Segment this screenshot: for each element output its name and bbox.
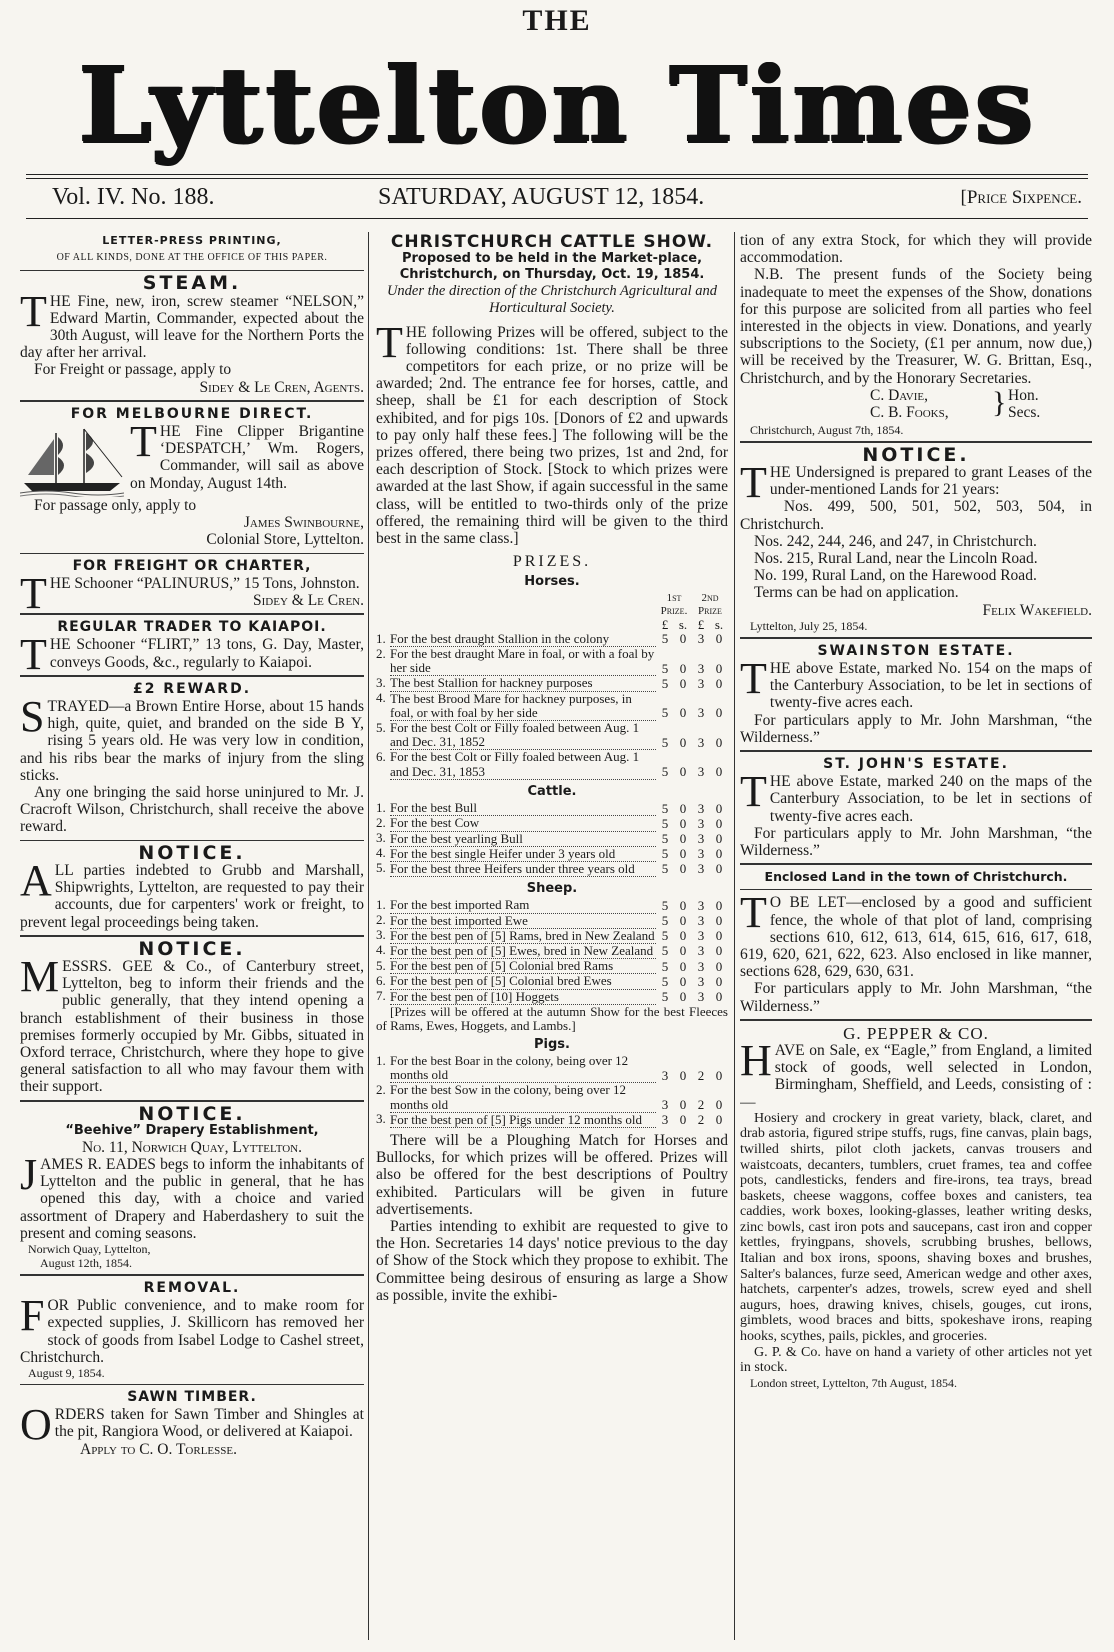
- prize-row: [376, 676, 728, 691]
- steam-heading: STEAM.: [142, 272, 242, 295]
- first-prize-pounds: 5: [661, 973, 669, 989]
- first-prize-pounds: 5: [661, 958, 669, 974]
- prize-number: 3.: [376, 927, 386, 943]
- prize-table-sheep: [376, 898, 728, 1004]
- prize-number: 6.: [376, 748, 386, 764]
- prize-row: [376, 989, 728, 1004]
- prize-number: 5.: [376, 957, 386, 973]
- melbourne-ad: [20, 417, 364, 497]
- prize-description: For the best Cow: [390, 816, 656, 831]
- prize-row: [376, 1112, 728, 1127]
- prize-description: For the best pen of [5] Colonial bred Ewes: [390, 974, 656, 989]
- masthead-the: THE: [522, 4, 592, 37]
- enclosed-body: TO BE LET—enclosed by a good and sufficient fence, the whole of that plot of land, comprising sections 610, 612, 613, 614, 615, 616, 617, 618, 619, 620, 621, 622, 623. Also enclosed in like manner, sections 628, 629, 630, 631.: [740, 888, 1092, 981]
- prize-table-header: [376, 592, 728, 618]
- masthead-rule-top2: [26, 178, 1088, 179]
- first-prize-shillings: 0: [679, 705, 687, 721]
- land-3: Nos. 215, Rural Land, near the Lincoln Road.: [754, 550, 1038, 568]
- sheep-note: [Prizes will be offered at the autumn Show for the best Fleeces of Rams, Ewes, Hoggets, and Lambs.]: [376, 1003, 728, 1033]
- currency-shilling: s.: [678, 616, 688, 632]
- second-prize-pounds: 3: [697, 764, 705, 780]
- prize-description: For the best imported Ram: [390, 898, 656, 913]
- notice-2-body: MESSRS. GEE & Co., of Canterbury street, Lyttelton, beg to inform their friends and the public generally, that they intend opening a branch establishment of their business in those premises formerly occupied by Mr. Gibbs, situated in Oxford terrace, Christchurch, where they hope to give general satisfaction to all who may favour them with their support.: [20, 951, 364, 1096]
- notice-3-foot-1: Norwich Quay, Lyttelton,: [28, 1241, 151, 1256]
- cattle-show-continued: tion of any extra Stock, for which they will provide accommodation.: [740, 232, 1092, 267]
- first-prize-pounds: 5: [661, 734, 669, 750]
- melbourne-apply: For passage only, apply to: [34, 497, 197, 515]
- notice-1-body: ALL parties indebted to Grubb and Marshall, Shipwrights, Lyttelton, are requested to pay their accounts, due for carpenters' work or freight, to prevent legal proceedings being taken.: [20, 855, 364, 931]
- first-prize-pounds: 5: [661, 861, 669, 877]
- cattle-show-direction: Under the direction of the Christchurch Agricultural and Horticultural Society.: [386, 283, 718, 317]
- second-prize-shillings: 0: [715, 989, 723, 1005]
- currency-header: [376, 618, 728, 632]
- first-prize-pounds: 5: [661, 660, 669, 676]
- first-prize-shillings: 0: [679, 958, 687, 974]
- divider: [20, 400, 364, 402]
- first-prize-pounds: 5: [661, 631, 669, 647]
- first-prize-shillings: 0: [679, 764, 687, 780]
- kaiapoi-heading: REGULAR TRADER TO KAIAPOI.: [57, 619, 327, 636]
- divider: [20, 1274, 364, 1276]
- notice-2-heading: NOTICE.: [138, 937, 246, 960]
- first-prize-shillings: 0: [679, 1112, 687, 1128]
- second-prize-shillings: 0: [715, 943, 723, 959]
- second-prize-shillings: 0: [715, 1097, 723, 1113]
- first-prize-pounds: 3: [661, 1097, 669, 1113]
- timber-heading: SAWN TIMBER.: [127, 1388, 257, 1405]
- second-prize-pounds: 3: [697, 734, 705, 750]
- first-prize-shillings: 0: [679, 943, 687, 959]
- lands-terms: Terms can be had on application.: [754, 584, 959, 602]
- divider: [20, 935, 364, 937]
- horses-label: Horses.: [524, 574, 580, 590]
- first-prize-shillings: 0: [679, 831, 687, 846]
- prize-number: 2.: [376, 814, 386, 830]
- prize-description: For the best draught Stallion in the colony: [390, 632, 656, 647]
- steam-signature: Sidey & Le Cren, Agents.: [199, 378, 364, 396]
- first-prize-pounds: 5: [661, 675, 669, 691]
- first-prize-shillings: 0: [679, 1097, 687, 1113]
- second-prize-shillings: 0: [715, 913, 723, 929]
- first-prize-shillings: 0: [679, 660, 687, 676]
- second-prize-pounds: 3: [697, 973, 705, 989]
- first-prize-shillings: 0: [679, 861, 687, 877]
- second-prize-shillings: 0: [715, 734, 723, 750]
- column-divider-2: [734, 232, 735, 1640]
- prizes-heading: PRIZES.: [512, 553, 592, 571]
- stjohn-heading: ST. JOHN'S ESTATE.: [823, 756, 1009, 773]
- prize-number: 1.: [376, 897, 386, 913]
- first-prize-pounds: 5: [661, 815, 669, 831]
- notice-1-heading: NOTICE.: [138, 841, 246, 864]
- prize-row: [376, 1083, 728, 1112]
- nb-paragraph: N.B. The present funds of the Society being inadequate to meet the expenses of the Show, donations for this purpose are solicited from all parties who feel interested in the objects in view. Donations, and yearly subscriptions to the Society, (£1 per annum, now due,) will be received by the Treasurer, W. G. Brittan, Esq., Christchurch, and by the Honorary Secretaries.: [740, 266, 1092, 387]
- melbourne-sign-2: Colonial Store, Lyttelton.: [206, 531, 364, 549]
- prize-description: For the best pen of [5] Rams, bred in New Zealand: [390, 927, 655, 943]
- enclosed-apply: For particulars apply to Mr. John Marshman, “the Wilderness.”: [740, 980, 1092, 1015]
- prize-number: 3.: [376, 830, 386, 845]
- first-prize-header: 1st Prize.: [660, 591, 688, 617]
- second-prize-shillings: 0: [715, 846, 723, 862]
- prize-table-pigs: [376, 1054, 728, 1128]
- ship-icon: [20, 425, 124, 497]
- prize-row: [376, 721, 728, 750]
- cattle-show-intro: THE following Prizes will be offered, subject to the following conditions: 1st. There shall be three competitors for each prize, or no prize will be awarded; 2nd. The entrance fee for horses, cattle, and sheep, shall be £1 for each description of Stock exhibited, and for pigs 10s. [Donors of £2 and upwards to pay only half these fees.] The following will be the prizes offered, there being two prizes, 1st and 2nd, for each description of Stock. [Stock to which prizes were awarded at the last Show, if again successful in the same class, will be entitled to two-thirds only of the prize offered, the remaining third will be given to the third best in the same class.]: [376, 317, 728, 548]
- divider: [740, 889, 1092, 890]
- freight-body: THE Schooner “PALINURUS,” 15 Tons, Johnston.: [20, 568, 360, 618]
- column-divider-1: [368, 232, 369, 1640]
- prize-number: 5.: [376, 719, 386, 735]
- divider: [740, 441, 1092, 443]
- masthead-rule-top: [26, 174, 1088, 175]
- steam-freight: For Freight or passage, apply to: [34, 361, 232, 379]
- first-prize-pounds: 5: [661, 897, 669, 913]
- steam-body: THE Fine, new, iron, screw steamer “NELSON,” Edward Martin, Commander, expected about the 30th August, will leave for the Northern Ports the day after her arrival.: [20, 286, 364, 362]
- prize-number: 2.: [376, 912, 386, 928]
- enclosed-heading: Enclosed Land in the town of Christchurch.: [764, 869, 1068, 885]
- secretaries-date: Christchurch, August 7th, 1854.: [750, 422, 904, 437]
- reward-heading: £2 REWARD.: [132, 680, 252, 697]
- printing-heading: LETTER-PRESS PRINTING,: [102, 234, 282, 247]
- prize-row: [376, 861, 728, 876]
- second-prize-pounds: 3: [697, 631, 705, 647]
- prize-description: For the best Bull: [390, 801, 656, 816]
- prize-row: [376, 928, 728, 943]
- second-prize-pounds: 3: [697, 675, 705, 691]
- masthead-title: Lyttelton Times: [78, 43, 1036, 166]
- prize-description: For the best imported Ewe: [390, 913, 656, 928]
- currency-pound: £: [697, 616, 705, 632]
- prize-description: For the best pen of [5] Colonial bred Rams: [390, 959, 656, 974]
- issue-date: SATURDAY, AUGUST 12, 1854.: [378, 184, 705, 210]
- prize-row: [376, 816, 728, 831]
- first-prize-pounds: 5: [661, 846, 669, 862]
- closing-1: There will be a Ploughing Match for Horses and Bullocks, for which prizes will be offered. Prizes will also be offered for the best descriptions of Poultry exhibited. Particulars will be given in future advertisements.: [376, 1131, 728, 1218]
- first-prize-shillings: 0: [679, 897, 687, 913]
- cattle-show-sub: Proposed to be held in the Market-place, Christchurch, on Thursday, Oct. 19, 1854.: [399, 251, 705, 283]
- secretary-1: C. Davie,: [870, 386, 929, 404]
- divider: [20, 1384, 364, 1385]
- price: [Price Sixpence.: [960, 187, 1082, 208]
- prize-table-horses: [376, 592, 728, 780]
- stjohn-apply: For particulars apply to Mr. John Marshman, “the Wilderness.”: [740, 824, 1092, 860]
- land-4: No. 199, Rural Land, on the Harewood Road.: [754, 567, 1037, 585]
- prize-description: The best Stallion for hackney purposes: [390, 676, 656, 691]
- second-prize-pounds: 3: [697, 800, 705, 816]
- notice-3-sub-1: “Beehive” Drapery Establishment,: [65, 1122, 319, 1138]
- second-prize-shillings: 0: [715, 1112, 723, 1128]
- prize-row: [376, 1054, 728, 1083]
- prize-row: [376, 913, 728, 928]
- column-3: [740, 232, 1092, 1642]
- notice-3-foot-2: August 12th, 1854.: [40, 1255, 133, 1270]
- closing-2: Parties intending to exhibit are requested to give to the Hon. Secretaries 14 days' notice previous to the day of Show of the Stock which they propose to exhibit. The Committee being desirous of ensuring as large a Show as possible, invite the exhibi-: [376, 1217, 728, 1304]
- first-prize-shillings: 0: [679, 1067, 687, 1083]
- timber-body: ORDERS taken for Sawn Timber and Shingles at the pit, Rangiora Wood, or delivered at Kaiapoi.: [20, 1400, 364, 1450]
- column-2: [376, 232, 728, 1642]
- second-prize-pounds: 3: [697, 861, 705, 877]
- pepper-heading: G. PEPPER & CO.: [843, 1023, 989, 1043]
- prize-description: For the best Sow in the colony, being over 12 months old: [390, 1083, 656, 1112]
- first-prize-shillings: 0: [679, 928, 687, 944]
- first-prize-shillings: 0: [679, 675, 687, 691]
- second-prize-shillings: 0: [715, 705, 723, 721]
- prize-description: For the best single Heifer under 3 years old: [390, 846, 656, 861]
- lands-notice-heading: NOTICE.: [862, 443, 970, 466]
- prize-description: For the best draught Mare in foal, or with a foal by her side: [390, 646, 655, 676]
- second-prize-pounds: 2: [697, 1067, 705, 1083]
- prize-table-cattle: [376, 801, 728, 877]
- first-prize-pounds: 5: [661, 943, 669, 959]
- first-prize-pounds: 5: [661, 913, 669, 929]
- masthead-rule-bottom: [26, 218, 1088, 219]
- first-prize-pounds: 5: [661, 705, 669, 721]
- first-prize-pounds: 3: [661, 1112, 669, 1128]
- cattle-rows: [376, 801, 728, 877]
- stjohn-body: THE above Estate, marked 240 on the maps of the Canterbury Association, to be let in sections of twenty-five acres each.: [740, 767, 1092, 825]
- second-prize-shillings: 0: [715, 815, 723, 831]
- first-prize-pounds: 5: [661, 800, 669, 816]
- prize-number: 3.: [376, 674, 386, 690]
- first-prize-pounds: 5: [661, 764, 669, 780]
- prize-row: [376, 632, 728, 647]
- second-prize-pounds: 3: [697, 913, 705, 929]
- first-prize-shillings: 0: [679, 846, 687, 862]
- divider: [20, 675, 364, 677]
- melbourne-sign-1: James Swinbourne,: [243, 514, 364, 532]
- first-prize-shillings: 0: [679, 815, 687, 831]
- prize-row: [376, 943, 728, 958]
- swainston-body: THE above Estate, marked No. 154 on the maps of the Canterbury Association, to be let in sections of twenty-five acres each.: [740, 654, 1092, 712]
- first-prize-pounds: 5: [661, 989, 669, 1005]
- volume-number: Vol. IV. No. 188.: [52, 184, 215, 210]
- prize-row: [376, 898, 728, 913]
- second-prize-pounds: 3: [697, 831, 705, 846]
- prize-description: For the best Colt or Filly foaled between Aug. 1 and Dec. 31, 1853: [390, 750, 656, 779]
- removal-body: FOR Public convenience, and to make room for expected supplies, J. Skillicorn has removed her stock of goods from Isabel Lodge to Cashel street, Christchurch.: [20, 1291, 364, 1366]
- divider: [740, 1019, 1092, 1021]
- column-1: [20, 232, 364, 1642]
- pigs-rows: [376, 1054, 728, 1128]
- second-prize-shillings: 0: [715, 897, 723, 913]
- divider: [740, 863, 1092, 865]
- prize-description: For the best yearling Bull: [390, 831, 656, 846]
- swainston-heading: SWAINSTON ESTATE.: [817, 642, 1015, 659]
- second-prize-shillings: 0: [715, 631, 723, 647]
- lands-date: Lyttelton, July 25, 1854.: [750, 618, 868, 633]
- prize-description: The best Brood Mare for hackney purposes, in foal, or with foal by her side: [390, 691, 656, 720]
- prize-description: For the best pen of [10] Hoggets: [390, 989, 656, 1004]
- timber-signature: Apply to C. O. Torlesse.: [80, 1440, 237, 1458]
- second-prize-shillings: 0: [715, 973, 723, 989]
- currency-shilling: s.: [714, 616, 724, 632]
- printing-subheading: OF ALL KINDS, DONE AT THE OFFICE OF THIS PAPER.: [56, 252, 328, 264]
- pepper-note: G. P. & Co. have on hand a variety of other articles not yet in stock.: [740, 1344, 1092, 1376]
- cattle-label: Cattle.: [527, 783, 577, 799]
- kaiapoi-body: THE Schooner “FLIRT,” 13 tons, G. Day, Master, conveys Goods, &c., regularly to Kaiapoi.: [20, 630, 364, 680]
- first-prize-pounds: 5: [661, 831, 669, 846]
- sec-hon: Hon.: [1008, 386, 1039, 404]
- second-prize-pounds: 3: [697, 958, 705, 974]
- sheep-rows: [376, 898, 728, 1004]
- prize-number: 1.: [376, 800, 386, 816]
- second-prize-shillings: 0: [715, 660, 723, 676]
- second-prize-pounds: 2: [697, 1097, 705, 1113]
- prize-number: 2.: [376, 1081, 386, 1097]
- prize-number: 1.: [376, 630, 386, 646]
- second-prize-pounds: 2: [697, 1112, 705, 1128]
- first-prize-shillings: 0: [679, 734, 687, 750]
- second-prize-shillings: 0: [715, 800, 723, 816]
- prize-row: [376, 974, 728, 989]
- second-prize-pounds: 3: [697, 846, 705, 862]
- prize-description: For the best Boar in the colony, being over 12 months old: [390, 1054, 656, 1083]
- prize-number: 4.: [376, 942, 386, 958]
- prize-number: 5.: [376, 860, 386, 876]
- prize-number: 1.: [376, 1052, 386, 1068]
- land-1: Nos. 499, 500, 501, 502, 503, 504, in Christchurch.: [740, 498, 1092, 533]
- divider: [740, 637, 1092, 639]
- pepper-date: London street, Lyttelton, 7th August, 1854.: [750, 1375, 957, 1390]
- horses-rows: [376, 632, 728, 780]
- second-prize-shillings: 0: [715, 928, 723, 944]
- prize-row: [376, 831, 728, 846]
- secretaries-block: [740, 387, 1092, 423]
- divider: [20, 1100, 364, 1102]
- cattle-show-heading: CHRISTCHURCH CATTLE SHOW.: [390, 232, 714, 252]
- lands-notice-body: THE Undersigned is prepared to grant Leases of the under-mentioned Lands for 21 years:: [740, 458, 1092, 508]
- dateline: [30, 184, 1084, 214]
- divider: [20, 553, 364, 554]
- prize-row: [376, 959, 728, 974]
- melbourne-heading: FOR MELBOURNE DIRECT.: [70, 405, 314, 422]
- freight-heading: FOR FREIGHT OR CHARTER,: [72, 557, 312, 574]
- notice-3-body: JAMES R. EADES begs to inform the inhabitants of Lyttelton and the public in general, that he has opened this day, with a choice and varied assortment of Drapery and Haberdashery to suit the present and coming seasons.: [20, 1149, 364, 1242]
- notice-3-sub-2: No. 11, Norwich Quay, Lyttelton.: [82, 1138, 302, 1156]
- prize-number: 4.: [376, 690, 386, 706]
- second-prize-shillings: 0: [715, 1067, 723, 1083]
- swainston-apply: For particulars apply to Mr. John Marshman, “the Wilderness.”: [740, 711, 1092, 746]
- prize-row: [376, 846, 728, 861]
- first-prize-shillings: 0: [679, 973, 687, 989]
- second-prize-shillings: 0: [715, 675, 723, 691]
- first-prize-pounds: 3: [661, 1067, 669, 1083]
- sec-secs: Secs.: [1008, 403, 1041, 421]
- divider: [740, 750, 1092, 752]
- second-prize-shillings: 0: [715, 831, 723, 846]
- prize-number: 4.: [376, 845, 386, 861]
- divider: [20, 270, 364, 271]
- pepper-list: Hosiery and crockery in great variety, black, claret, and drab astoria, figured stripe stuffs, rugs, fine canvas, plain bags, twilled shirts, pilot cloth jackets, canvas trousers and waistcoats, decanters, tumblers, cruet frames, tea and coffee pots, candlesticks, fenders and fire-irons, tea trays, bread baskets, cheese waggons, coffee boxes and canisters, tea caddies, work boxes, looking-glasses, leather writing desks, zinc bowls, cast iron pots and saucepans, cast iron and copper kettles, fryingpans, shovels, scrubbing brushes, bellows, Italian and box irons, spoons, shaving boxes and brushes, Salter's balances, furze seed, American wedge and other axes, hatchets, carpenter's adzes, trowels, screw eyed and shell augurs, hoes, drawing knives, chisels, gouges, cut irons, gimblets, wood braces and bitts, spokeshave irons, reaping hooks, scythes, pails, pickles, and groceries.: [740, 1110, 1092, 1345]
- second-prize-shillings: 0: [715, 861, 723, 877]
- prize-description: For the best Colt or Filly foaled between Aug. 1 and Dec. 31, 1852: [390, 721, 656, 750]
- prize-description: For the best three Heifers under three years old: [390, 861, 656, 876]
- freight-signature: Sidey & Le Cren.: [253, 592, 364, 610]
- second-prize-shillings: 0: [715, 958, 723, 974]
- currency-pound: £: [661, 616, 669, 632]
- notice-3-heading: NOTICE.: [138, 1102, 246, 1125]
- second-prize-pounds: 3: [697, 660, 705, 676]
- reward-body: STRAYED—a Brown Entire Horse, about 15 hands high, quite, quiet, and branded on the side B Y, rising 5 years old. He was very low in condition, and his ribs bear the marks of injury from the sling sticks.: [20, 692, 364, 784]
- first-prize-shillings: 0: [679, 989, 687, 1005]
- melbourne-body: THE Fine Clipper Brigantine ‘DESPATCH,’ Wm. Rogers, Commander, will sail as above on Monday, August 14th.: [130, 417, 364, 492]
- pepper-body: HAVE on Sale, ex “Eagle,” from England, a limited stock of goods, well selected in London, Birmingham, Sheffield, and Leeds, consisting of :—: [740, 1035, 1092, 1111]
- second-prize-shillings: 0: [715, 764, 723, 780]
- prize-number: 3.: [376, 1111, 386, 1127]
- removal-foot: August 9, 1854.: [28, 1365, 105, 1380]
- second-prize-pounds: 3: [697, 943, 705, 959]
- prize-number: 2.: [376, 645, 386, 661]
- first-prize-pounds: 5: [661, 928, 669, 944]
- secretary-2: C. B. Fooks,: [870, 403, 949, 421]
- prize-description: For the best pen of [5] Pigs under 12 months old: [390, 1112, 656, 1127]
- first-prize-shillings: 0: [679, 800, 687, 816]
- prize-row: [376, 647, 728, 676]
- prize-number: 7.: [376, 988, 386, 1004]
- second-prize-pounds: 3: [697, 705, 705, 721]
- pigs-label: Pigs.: [534, 1036, 570, 1052]
- prize-description: For the best pen of [5] Ewes, bred in New Zealand: [390, 943, 656, 958]
- land-2: Nos. 242, 244, 246, and 247, in Christchurch.: [754, 532, 1037, 550]
- sheep-label: Sheep.: [526, 881, 578, 897]
- prize-row: [376, 691, 728, 720]
- second-prize-pounds: 3: [697, 989, 705, 1005]
- second-prize-pounds: 3: [697, 928, 705, 944]
- second-prize-header: 2nd Prize: [698, 591, 722, 617]
- second-prize-pounds: 3: [697, 815, 705, 831]
- first-prize-shillings: 0: [679, 913, 687, 929]
- prize-row: [376, 801, 728, 816]
- lands-signature: Felix Wakefield.: [982, 601, 1092, 619]
- prize-row: [376, 750, 728, 779]
- first-prize-shillings: 0: [679, 631, 687, 647]
- reward-body-2: Any one bringing the said horse uninjured to Mr. J. Cracroft Wilson, Christchurch, shall receive the above reward.: [20, 784, 364, 836]
- removal-heading: REMOVAL.: [143, 1279, 241, 1296]
- prize-number: 6.: [376, 972, 386, 988]
- second-prize-pounds: 3: [697, 897, 705, 913]
- divider: [20, 840, 364, 841]
- divider: [20, 613, 364, 615]
- brace-icon: }: [992, 385, 1007, 419]
